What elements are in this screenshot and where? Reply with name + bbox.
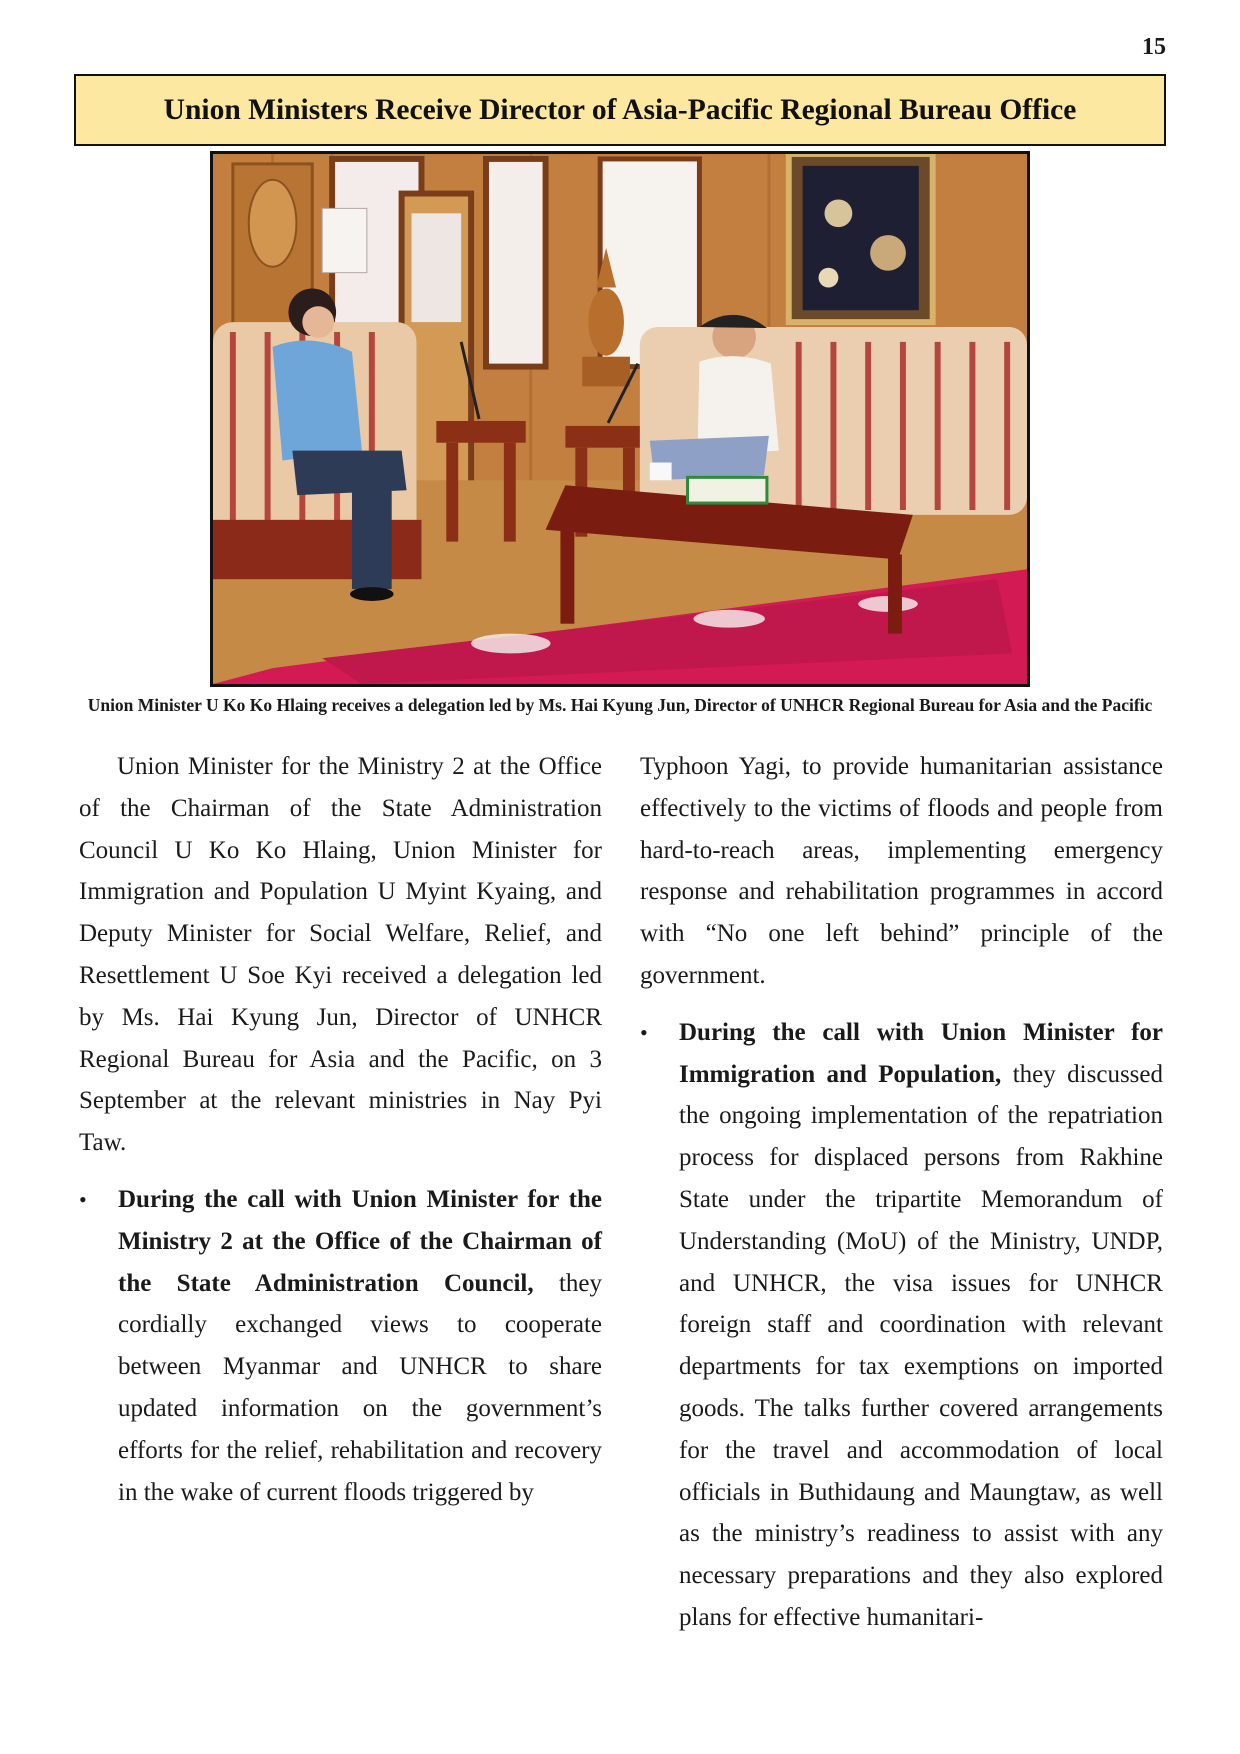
bullet-1-text: they cordially exchanged views to cooperate between Myanmar and UNHCR to share updated information on the government’s efforts for the relief, rehabilitation and recovery in the wake of current floods triggered by bbox=[118, 1269, 602, 1506]
bullet-2-lead: During the call with Union Minister for Immigration and Population, bbox=[679, 1018, 1163, 1088]
meeting-photo bbox=[210, 151, 1030, 687]
article-column-right bbox=[640, 746, 1163, 1639]
photo-caption: Union Minister U Ko Ko Hlaing receives a delegation led by Ms. Hai Kyung Jun, Director of UNHCR Regional Bureau for Asia and the Pacific bbox=[87, 695, 1153, 715]
article-title: Union Ministers Receive Director of Asia-Pacific Regional Bureau Office bbox=[163, 93, 1077, 126]
bullet-2-text: they discussed the ongoing implementation of the repatriation process for displaced persons from Rakhine State under the tripartite Memorandum of Understanding (MoU) of the Ministry, UNDP, and UNHCR, the visa issues for UNHCR foreign staff and coordination with relevant departments for tax exemptions on imported goods. The talks further covered arrangements for the travel and accommodation of local officials in Buthidaung and Maungtaw, as well as the ministry’s readiness to assist with any necessary preparations and they also explored plans for effective humanitari- bbox=[679, 1060, 1163, 1631]
article-column-left bbox=[79, 746, 602, 1513]
intro-paragraph: Union Minister for the Ministry 2 at the Office of the Chairman of the State Administration Council U Ko Ko Hlaing, Union Minister for Immigration and Population U Myint Kyaing, and Deputy Minister for Social Welfare, Relief, and Resettlement U Soe Kyi received a delegation led by Ms. Hai Kyung Jun, Director of UNHCR Regional Bureau for Asia and the Pacific, on 3 September at the relevant ministries in Nay Pyi Taw. bbox=[79, 753, 602, 1157]
bullet-1-continuation: Typhoon Yagi, to provide humanitarian assistance effectively to the victims of floods and people from hard-to-reach areas, implementing emergency response and rehabilitation programmes in accord with “No one left behind” principle of the government. bbox=[640, 753, 1163, 989]
article-title-banner bbox=[74, 74, 1166, 146]
bullet-paragraph-2 bbox=[640, 1012, 1163, 1639]
page-number: 15 bbox=[1142, 34, 1166, 60]
bullet-paragraph-1 bbox=[79, 1179, 602, 1513]
bullet-1-lead: During the call with Union Minister for the Ministry 2 at the Office of the Chairman of the State Administration Council, bbox=[118, 1185, 602, 1297]
